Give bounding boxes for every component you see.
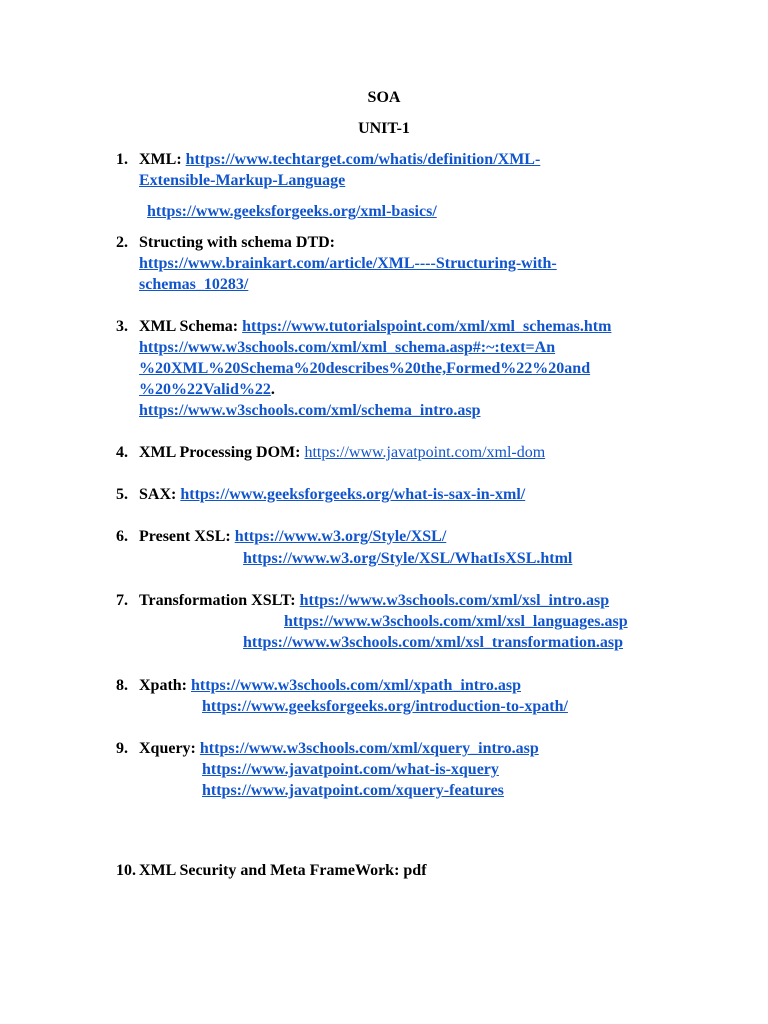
item-5-link-1[interactable]: https://www.geeksforgeeks.org/what-is-sax-in-xml/ [180, 486, 526, 503]
item-9-number: 9. [116, 740, 128, 757]
item-9-link-3[interactable]: https://www.javatpoint.com/xquery-features [202, 782, 504, 799]
item-6-link-1[interactable]: https://www.w3.org/Style/XSL/ [234, 528, 447, 545]
item-6-label: Present XSL: [139, 528, 235, 545]
item-8-label: Xpath: [139, 677, 192, 694]
item-3-period: . [270, 381, 275, 398]
item-3-link-2b[interactable]: %20XML%20Schema%20describes%20the,Formed%22%20and [139, 360, 591, 377]
item-1-label: XML: [139, 151, 186, 168]
item-3-link-1[interactable]: https://www.tutorialspoint.com/xml/xml_schemas.htm [242, 318, 612, 335]
doc-title: SOA [367, 89, 401, 106]
item-8-link-2[interactable]: https://www.geeksforgeeks.org/introduction-to-xpath/ [202, 698, 568, 715]
item-9-label: Xquery: [139, 740, 200, 757]
item-2-label: Structing with schema DTD: [139, 234, 335, 251]
item-9-link-1[interactable]: https://www.w3schools.com/xml/xquery_intro.asp [199, 740, 539, 757]
item-2-link-1a[interactable]: https://www.brainkart.com/article/XML----Structuring-with- [139, 255, 557, 272]
item-6-number: 6. [116, 528, 128, 545]
item-7-link-2[interactable]: https://www.w3schools.com/xml/xsl_languages.asp [284, 613, 628, 630]
item-10-label: XML Security and Meta FrameWork: pdf [139, 862, 427, 879]
item-1-link-1b[interactable]: Extensible-Markup-Language [139, 172, 346, 189]
item-2-link-1b[interactable]: schemas_10283/ [139, 276, 249, 293]
item-1-link-2[interactable]: https://www.geeksforgeeks.org/xml-basics/ [147, 203, 437, 220]
item-4-number: 4. [116, 444, 128, 461]
item-1-link-1a[interactable]: https://www.techtarget.com/whatis/definition/XML- [185, 151, 541, 168]
item-3-link-2c[interactable]: %20%22Valid%22 [139, 381, 271, 398]
item-5-number: 5. [116, 486, 128, 503]
item-9-link-2[interactable]: https://www.javatpoint.com/what-is-xquery [202, 761, 499, 778]
item-3-link-3[interactable]: https://www.w3schools.com/xml/schema_intro.asp [139, 402, 481, 419]
item-7-label: Transformation XSLT: [139, 592, 300, 609]
item-6-link-2[interactable]: https://www.w3.org/Style/XSL/WhatIsXSL.html [243, 550, 573, 567]
item-8-link-1[interactable]: https://www.w3schools.com/xml/xpath_intro.asp [191, 677, 521, 694]
item-8-number: 8. [116, 677, 128, 694]
item-3-label: XML Schema: [139, 318, 243, 335]
item-7-link-3[interactable]: https://www.w3schools.com/xml/xsl_transformation.asp [243, 634, 624, 651]
item-3-link-2a[interactable]: https://www.w3schools.com/xml/xml_schema.asp#:~:text=An [139, 339, 556, 356]
item-1-number: 1. [116, 151, 128, 168]
doc-unit: UNIT-1 [358, 120, 410, 137]
item-4-label: XML Processing DOM: [139, 444, 305, 461]
item-7-link-1[interactable]: https://www.w3schools.com/xml/xsl_intro.asp [299, 592, 610, 609]
item-10-number: 10. [116, 862, 136, 879]
item-1-line [139, 150, 540, 170]
item-4-link-1[interactable]: https://www.javatpoint.com/xml-dom [304, 444, 546, 461]
item-5-label: SAX: [139, 486, 181, 503]
item-2-number: 2. [116, 234, 128, 251]
item-3-number: 3. [116, 318, 128, 335]
item-7-number: 7. [116, 592, 128, 609]
